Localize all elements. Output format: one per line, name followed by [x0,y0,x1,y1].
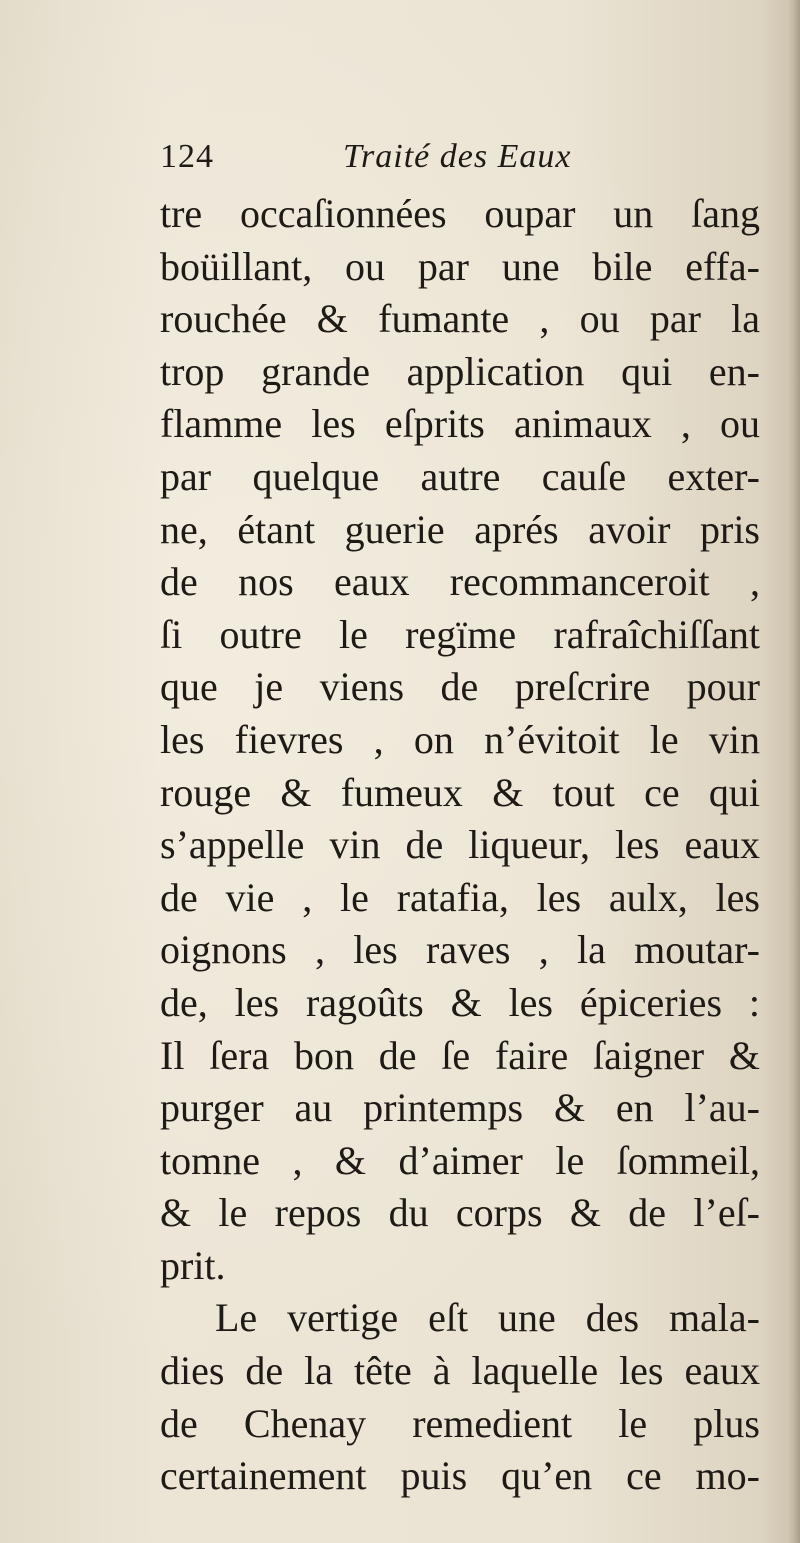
text-line: que je viens de preſcrire pour [160,664,760,710]
text-line: purger au printemps & en l’au- [160,1085,760,1131]
text-line: s’appelle vin de liqueur, les eaux [160,822,760,868]
text-line: de Chenay remedient le plus [160,1400,760,1446]
text-line: par quelque autre cauſe exter- [160,453,760,499]
text-line: de vie , le ratafia, les aulx, les [160,874,760,920]
text-line: ſi outre le regïme rafraîchiſſant [160,611,760,657]
text-line: rouchée & fumante , ou par la [160,296,760,342]
body-text [160,188,760,1503]
text-line: dies de la tête à laquelle les eaux [160,1348,760,1394]
text-line: les fievres , on n’évitoit le vin [160,716,760,762]
text-line: boüillant, ou par une bile effa- [160,243,760,289]
text-line: certainement puis qu’en ce mo- [160,1453,760,1499]
text-line: trop grande application qui en- [160,348,760,394]
text-line: flamme les eſprits animaux , ou [160,401,760,447]
paragraph-end-line: prit. [160,1242,226,1288]
paragraph-start-line: Le vertige eſt une des mala- [215,1295,760,1341]
text-line: Il ſera bon de ſe faire ſaigner & [160,1032,760,1078]
text-line: oignons , les raves , la moutar- [160,927,760,973]
text-line: tomne , & d’aimer le ſommeil, [160,1137,760,1183]
text-line: & le repos du corps & de l’eſ- [160,1190,760,1236]
page-edge [786,0,800,1543]
text-line: rouge & fumeux & tout ce qui [160,769,760,815]
text-line: de nos eaux recommanceroit , [160,559,760,605]
running-head: Traité des Eaux [343,138,572,175]
text-line: de, les ragoûts & les épiceries : [160,979,760,1025]
page-number: 124 [160,138,214,175]
page-header [160,138,760,188]
text-line: tre occaſionnées oupar un ſang [160,191,760,236]
text-line: ne, étant guerie aprés avoir pris [160,506,760,552]
